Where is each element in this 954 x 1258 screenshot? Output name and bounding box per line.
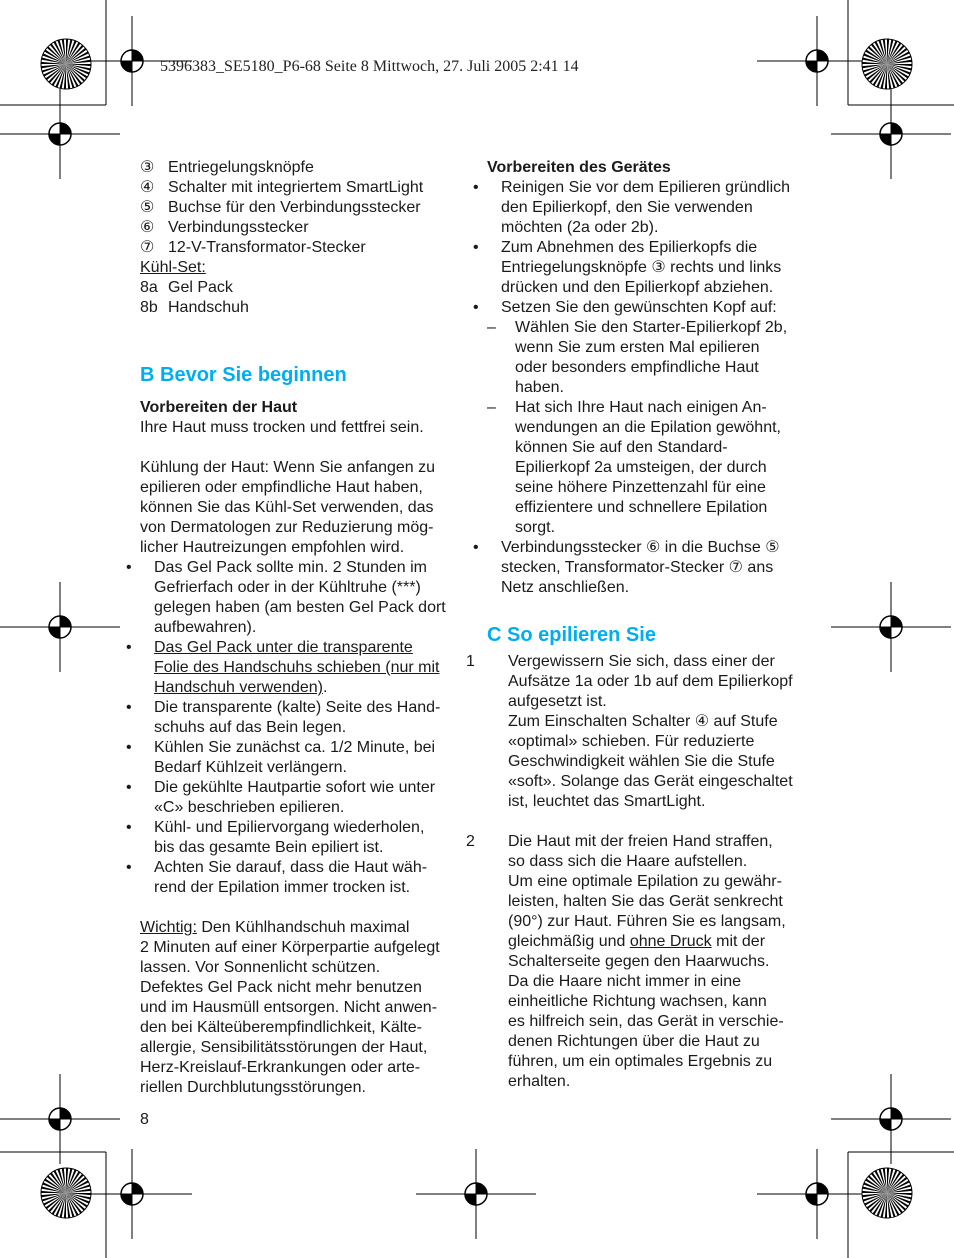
registration-mark: [0, 582, 120, 672]
subheading: Vorbereiten des Gerätes: [487, 159, 671, 176]
bullet-list: • Reinigen Sie vor dem Epilieren gründlich den Epilierkopf, den Sie verwenden möchten (2a oder 2b). • Zum Abnehmen des Epilierkopfs die Entriegelungsknöpfe ③ rechts und links drücken und den Epilierkopf abziehen. • Setzen Sie den gewünschten Kopf auf: – Wählen Sie den Starter-Epilierkopf 2b, wenn Sie zum ersten Mal epilieren oder besonders empfindliche Haut haben. – Hat sich Ihre Haut nach einigen An- wendungen an die Epilation gewöhnt, können Sie auf den Standard- Epilierkopf 2a umsteigen, der durch seine höhere Pinzettenzahl für eine effizientere und schnellere Epilation sorgt. • Verbindungsstecker ⑥ in die Buchse ⑤ stecken, Transformator-Stecker ⑦ ans Netz anschließen.: [473, 179, 791, 596]
right-column: [466, 158, 817, 1092]
left-column: [126, 158, 470, 1098]
list-item: ⑥ Verbindungsstecker: [140, 219, 309, 236]
list-item: 8b Handschuh: [140, 299, 249, 316]
registration-mark: [757, 1149, 877, 1239]
subheading: Vorbereiten der Haut: [140, 399, 298, 416]
paragraph: Ihre Haut muss trocken und fettfrei sein.: [140, 419, 424, 436]
list-item: ③ Entriegelungsknöpfe: [140, 159, 314, 176]
registration-mark: [831, 89, 951, 179]
numbered-step: 1 Vergewissern Sie sich, dass einer der Aufsätze 1a oder 1b auf dem Epilierkopf aufgesetzt ist. Zum Einschalten Schalter ④ auf Stufe «optimal» schieben. Für reduzierte Geschwindigkeit wählen Sie die Stufe «soft». Solange das Gerät eingeschaltet ist, leuchtet das SmartLight.: [466, 653, 793, 810]
section-heading-b: B Bevor Sie beginnen: [140, 364, 347, 386]
starburst-mark: [41, 1168, 91, 1218]
warning-paragraph: Wichtig: Den Kühlhandschuh maximal 2 Minuten auf einer Körperpartie aufgelegt lassen. Vor Sonnenlicht schützen. Defektes Gel Pack nicht mehr benutzen und im Hausmüll entsorgen. Nicht anwen- den bei Kälteüberempfindlichkeit, Kälte- allergie, Sensibilitätsstörungen der Haut, Herz-Kreislauf-Erkrankungen oder arte- riellen Durchblutungsstörungen.: [140, 919, 440, 1096]
list-item: ⑤ Buchse für den Verbindungsstecker: [140, 199, 421, 216]
registration-mark: [757, 16, 877, 106]
bullet-list: • Das Gel Pack sollte min. 2 Stunden im Gefrierfach oder in der Kühltruhe (***) gelegen haben (am besten Gel Pack dort aufbewahren). • Das Gel Pack unter die transparente Folie des Handschuhs schieben (nur mit Handschuh verwenden). • Die transparente (kalte) Seite des Hand- schuhs auf das Bein legen. • Kühlen Sie zunächst ca. 1/2 Minute, bei Bedarf Kühlzeit verlängern. • Die gekühlte Hautpartie sofort wie unter «C» beschrieben epilieren. • Kühl- und Epiliervorgang wiederholen, bis das gesamte Bein epiliert ist. • Achten Sie darauf, dass die Haut wäh- rend der Epilation immer trocken ist.: [126, 559, 446, 896]
print-header: 5396383_SE5180_P6-68 Seite 8 Mittwoch, 27. Juli 2005 2:41 14: [160, 58, 579, 75]
page-number: 8: [140, 1111, 149, 1128]
parts-list: [140, 158, 470, 318]
numbered-step: 2 Die Haut mit der freien Hand straffen, so dass sich die Haare aufstellen. Um eine optimale Epilation zu gewähr- leisten, halten Sie das Gerät senkrecht (90°) zur Haut. Führen Sie es langsam, gleichmäßig und ohne Druck mit der Schalterseite gegen den Haarwuchs. Da die Haare nicht immer in eine einheitliche Richtung wachsen, kann es hilfreich sein, das Gerät in verschie- denen Richtungen über die Haut zu führen, um ein optimales Ergebnis zu erhalten.: [466, 833, 786, 1090]
kuehl-set-label: Kühl-Set:: [140, 259, 206, 276]
registration-mark: [0, 1074, 120, 1164]
registration-mark: [831, 582, 951, 672]
list-item: ⑦ 12-V-Transformator-Stecker: [140, 239, 366, 256]
registration-mark: [72, 1149, 192, 1239]
starburst-mark: [862, 1168, 912, 1218]
starburst-mark: [862, 39, 912, 89]
list-item: 8a Gel Pack: [140, 279, 233, 296]
list-item: ④ Schalter mit integriertem SmartLight: [140, 179, 424, 196]
section-heading-c: C So epilieren Sie: [487, 624, 656, 646]
registration-mark: [0, 89, 120, 179]
registration-mark: [831, 1074, 951, 1164]
starburst-mark: [41, 39, 91, 89]
registration-mark: [416, 1149, 536, 1239]
paragraph: Kühlung der Haut: Wenn Sie anfangen zu epilieren oder empfindliche Haut haben, können Sie das Kühl-Set verwenden, das von Dermatologen zur Reduzierung mög- licher Hautreizungen empfohlen wird.: [140, 459, 436, 556]
